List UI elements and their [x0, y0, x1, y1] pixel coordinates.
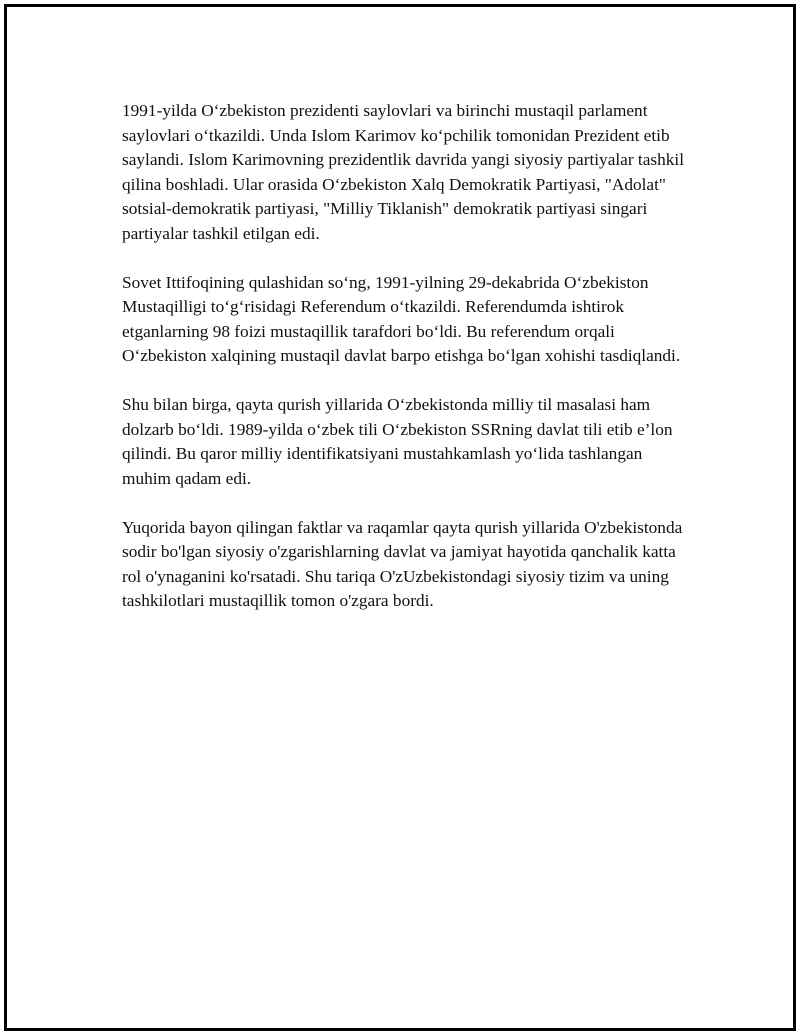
paragraph-3: Shu bilan birga, qayta qurish yillarida O‘zbekistonda milliy til masalasi ham dolzarb bo‘ldi. 1989-yilda o‘zbek tili O‘zbekiston SSRning davlat tili etib e’lon qilindi. Bu qaror milliy identifikatsiyani mustahkamlash yo‘lida tashlangan muhim qadam edi. — [122, 395, 673, 488]
paragraph-1: 1991-yilda O‘zbekiston prezidenti saylovlari va birinchi mustaqil parlament saylovlari o‘tkazildi. Unda Islom Karimov ko‘pchilik tomonidan Prezident etib saylandi. Islom Karimovning prezidentlik davrida yangi siyosiy partiyalar tashkil qilina boshladi. Ular orasida O‘zbekiston Xalq Demokratik Partiyasi, "Adolat" sotsial-demokratik partiyasi, "Milliy Tiklanish" demokratik partiyasi singari partiyalar tashkil etilgan edi. — [122, 101, 684, 243]
document-page — [4, 4, 796, 1031]
paragraph-4: Yuqorida bayon qilingan faktlar va raqamlar qayta qurish yillarida O'zbekistonda sodir bo'lgan siyosiy o'zgarishlarning davlat va jamiyat hayotida qanchalik katta rol o'ynaganini ko'rsatadi. Shu tariqa O'zUzbekistondagi siyosiy tizim va uning tashkilotlari mustaqillik tomon o'zgara bordi. — [122, 517, 683, 610]
document-body — [122, 99, 692, 638]
paragraph-2: Sovet Ittifoqining qulashidan so‘ng, 1991-yilning 29-dekabrida O‘zbekiston Mustaqilligi to‘g‘risidagi Referendum o‘tkazildi. Referendumda ishtirok etganlarning 98 foizi mustaqillik tarafdori bo‘ldi. Bu referendum orqali O‘zbekiston xalqining mustaqil davlat barpo etishga bo‘lgan xohishi tasdiqlandi. — [122, 272, 681, 365]
